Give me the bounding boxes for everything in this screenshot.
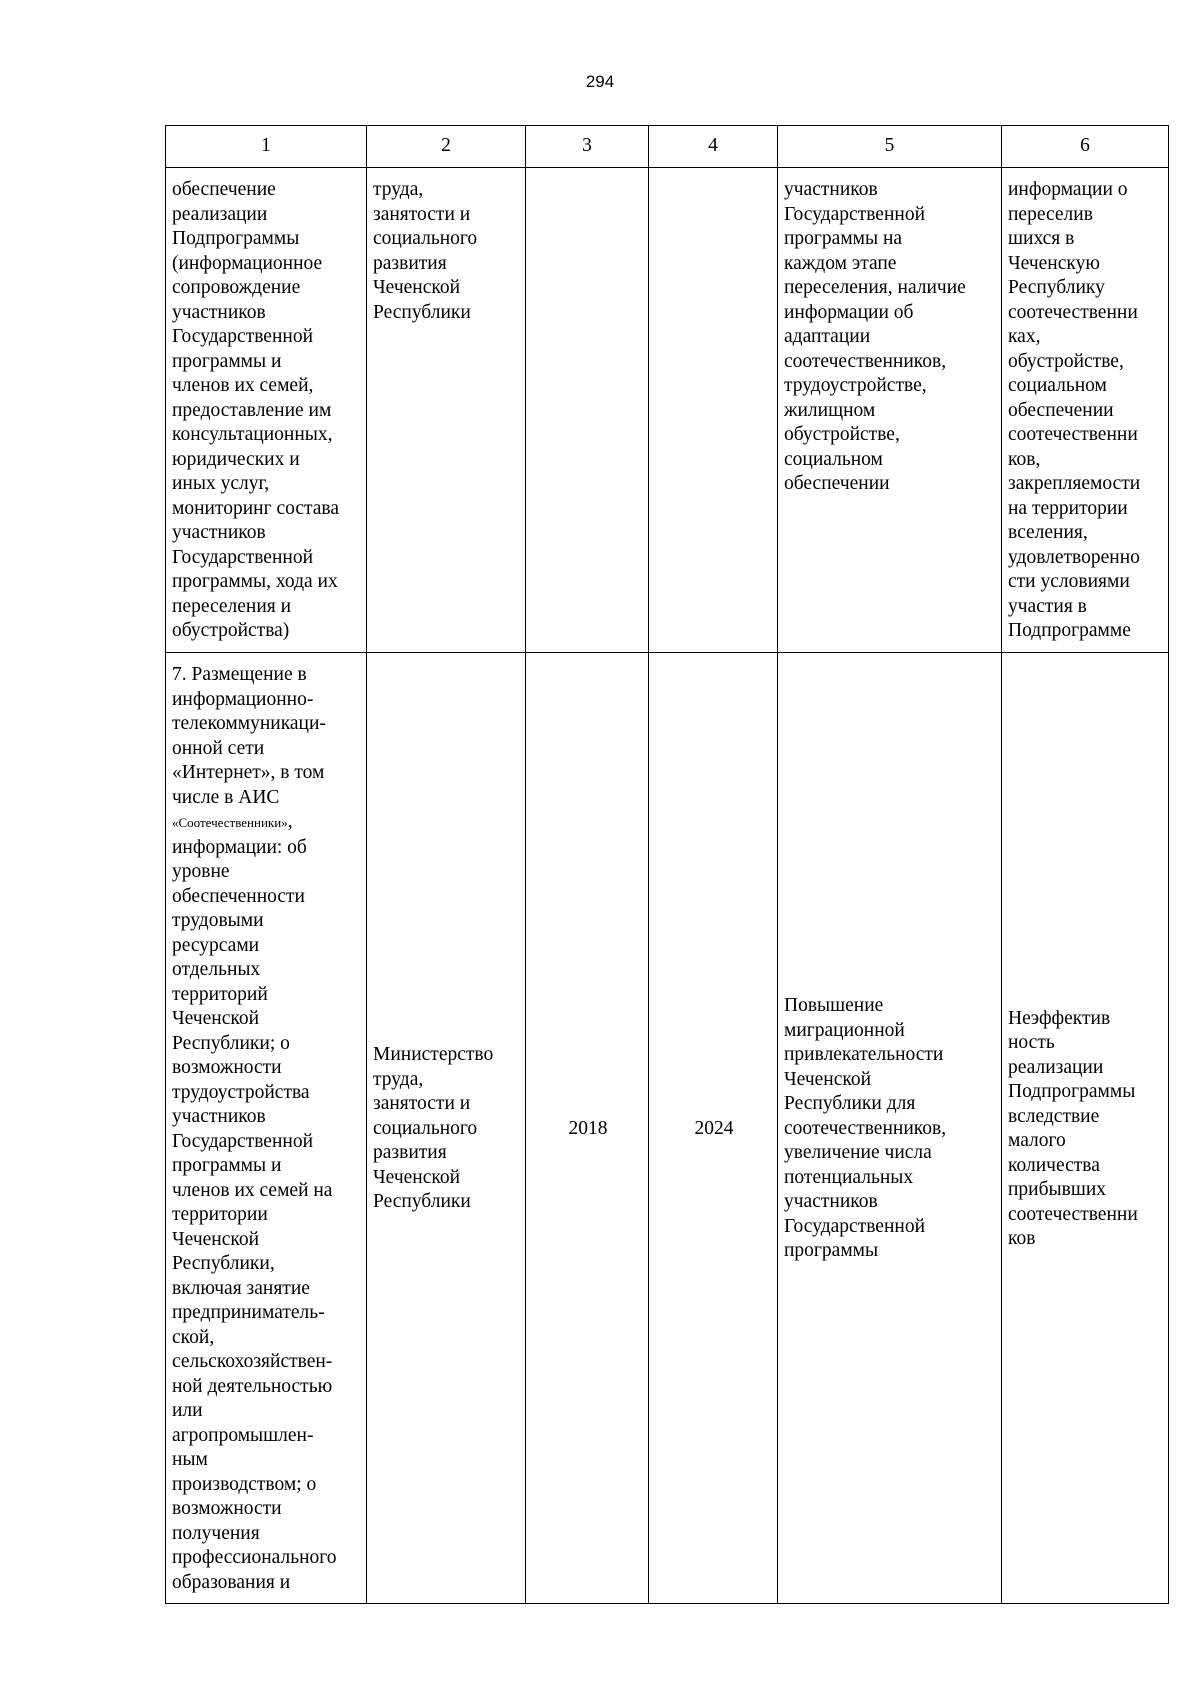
row2-start-year-cell: 2018: [526, 653, 649, 1604]
row1-consequences-cell: информации о переселив шихся в Чеченскую Республику соотечественни ках, обустройстве, социальном обеспечении соотечественни ков, закрепляемости на территории вселения, удовлетворенно сти условиями участия в Подпрограмме: [1002, 168, 1169, 653]
row2-measure-cell: [166, 653, 367, 1604]
table-header-row: [166, 126, 1169, 168]
page-number: 294: [585, 72, 615, 91]
row2-measure-text-a: 7. Размещение в информационно- телекоммуникаци- онной сети «Интернет», в том числе в АИС: [172, 664, 326, 808]
column-header-4: 4: [649, 126, 778, 168]
column-header-1: 1: [166, 126, 367, 168]
row2-expected-result-cell: Повышение миграционной привлекательности Чеченской Республики для соотечественников, увеличение числа потенциальных участников Государственной программы: [778, 653, 1002, 1604]
column-header-5: 5: [778, 126, 1002, 168]
row2-consequences-cell: Неэффектив ность реализации Подпрограммы вследствие малого количества прибывших соотечественни ков: [1002, 653, 1169, 1604]
row1-executor-cell: труда, занятости и социального развития Чеченской Республики: [367, 168, 526, 653]
row2-measure-text-ais: «Соотечественники»: [172, 815, 288, 830]
column-header-3: 3: [526, 126, 649, 168]
row1-measure-cell: обеспечение реализации Подпрограммы (информационное сопровождение участников Государственной программы и членов их семей, предоставление им консультационных, юридических и иных услуг, мониторинг состава участников Государственной программы, хода их переселения и обустройства): [166, 168, 367, 653]
row1-end-year-cell: [649, 168, 778, 653]
row2-measure-text-b: , информации: об уровне обеспеченности трудовыми ресурсами отдельных территорий Чеченской Республики; о возможности трудоустройства участников Государственной программы и членов их семей на территории Чеченской Республики, включая занятие предприниматель- ской, сельскохозяйствен- ной деятельностью или агропромышлен- ным производством; о возможности получения профессионального образования и: [172, 811, 337, 1593]
table-row: [166, 653, 1169, 1604]
program-table: [165, 125, 1169, 1604]
table-row: [166, 168, 1169, 653]
row1-expected-result-cell: участников Государственной программы на каждом этапе переселения, наличие информации об адаптации соотечественников, трудоустройстве, жилищном обустройстве, социальном обеспечении: [778, 168, 1002, 653]
row1-start-year-cell: [526, 168, 649, 653]
column-header-6: 6: [1002, 126, 1169, 168]
row2-end-year-cell: 2024: [649, 653, 778, 1604]
column-header-2: 2: [367, 126, 526, 168]
row2-executor-cell: Министерство труда, занятости и социального развития Чеченской Республики: [367, 653, 526, 1604]
